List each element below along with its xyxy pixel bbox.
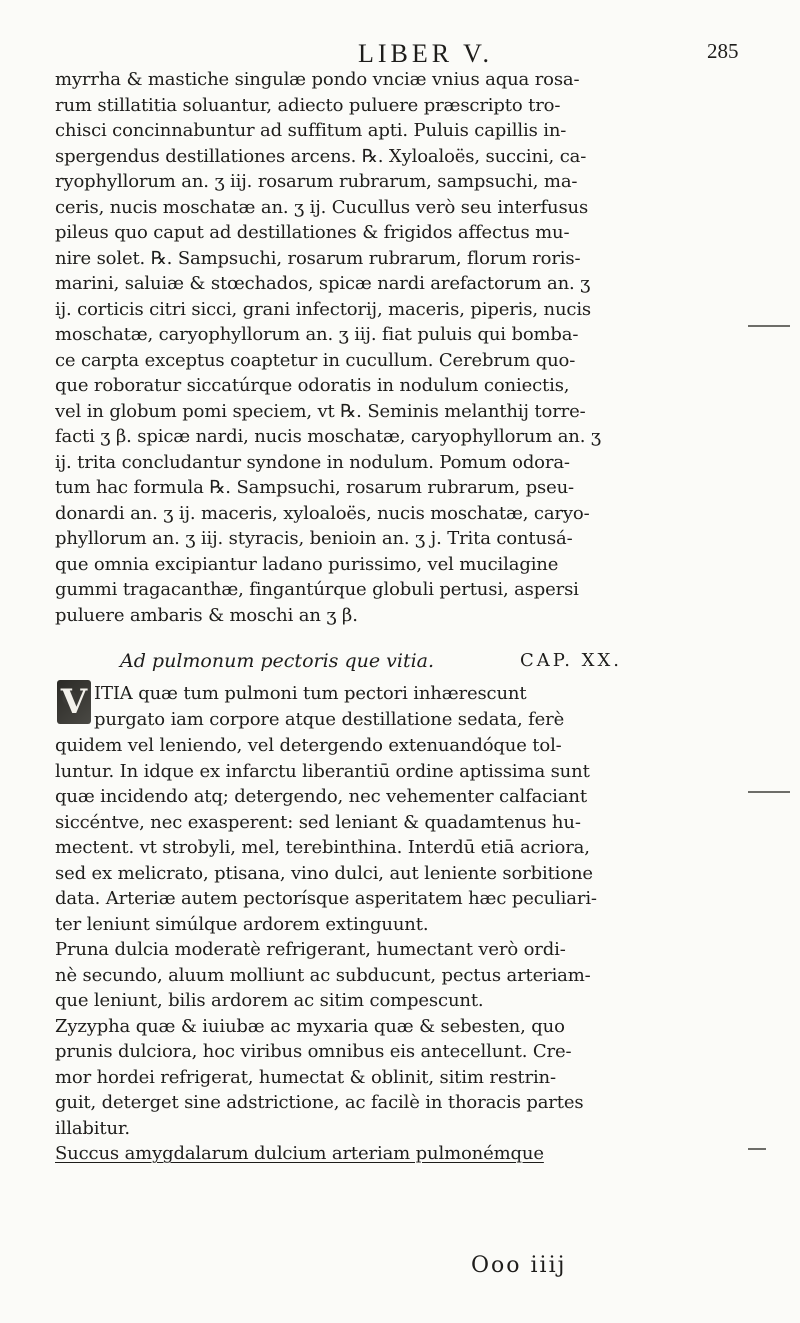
- text-line: ce carpta exceptus coaptetur in cucullum. Cerebrum quo-: [55, 349, 576, 371]
- text-line: data. Arteriæ autem pectorísque asperitatem hæc peculiari-: [55, 888, 597, 909]
- margin-mark: [748, 1148, 766, 1150]
- text-line: marini, saluiæ & stœchados, spicæ nardi arefactorum an. ʒ: [55, 273, 591, 294]
- text-block-top: [55, 67, 749, 628]
- text-line: ij. corticis citri sicci, grani infectorij, maceris, piperis, nucis: [55, 298, 592, 320]
- text-line: ter leniunt simúlque ardorem extinguunt.: [55, 913, 429, 935]
- chapter-label: CAP. XX.: [520, 650, 623, 671]
- margin-mark: [748, 325, 790, 327]
- signature-mark: Ooo iiij: [471, 1253, 567, 1278]
- text-line: gummi tragacanthæ, fingantúrque globuli pertusi, aspersi: [55, 579, 579, 600]
- text-block-initial: [94, 681, 749, 732]
- chapter-heading: [120, 650, 680, 680]
- text-line: donardi an. ʒ ij. maceris, xyloaloës, nucis moschatæ, caryo-: [55, 502, 590, 524]
- text-line: Succus amygdalarum dulcium arteriam pulmonémque: [55, 1143, 544, 1164]
- text-line: nè secundo, aluum molliunt ac subducunt, pectus arteriam-: [55, 964, 591, 986]
- text-line: chisci concinnabuntur ad suffitum apti. Puluis capillis in-: [55, 120, 567, 141]
- text-line: que leniunt, bilis ardorem ac sitim compescunt.: [55, 990, 484, 1011]
- text-line: rum stillatitia soluantur, adiecto puluere præscripto tro-: [55, 94, 561, 116]
- text-line: illabitur.: [55, 1117, 130, 1139]
- text-line: moschatæ, caryophyllorum an. ʒ iij. fiat puluis qui bomba-: [55, 324, 579, 345]
- text-line: que roboratur siccatúrque odoratis in nodulum coniectis,: [55, 375, 570, 396]
- text-line: ij. trita concludantur syndone in nodulum. Pomum odora-: [55, 451, 570, 473]
- text-line: ceris, nucis moschatæ an. ʒ ij. Cucullus verò seu interfusus: [55, 196, 589, 218]
- text-line: phyllorum an. ʒ iij. styracis, benioin an. ʒ j. Trita contusá-: [55, 528, 573, 549]
- chapter-title: Ad pulmonum pectoris que vitia.: [120, 650, 435, 672]
- text-line: facti ʒ β. spicæ nardi, nucis moschatæ, caryophyllorum an. ʒ: [55, 426, 601, 447]
- text-line: mor hordei refrigerat, humectat & oblinit, sitim restrin-: [55, 1066, 556, 1088]
- text-line: Pruna dulcia moderatè refrigerant, humectant verò ordi-: [55, 939, 566, 960]
- text-line: vel in globum pomi speciem, vt ℞. Seminis melanthij torre-: [55, 400, 586, 422]
- book-title: LIBER V.: [358, 39, 494, 68]
- text-line: luntur. In idque ex infarctu liberantiū ordine aptissima sunt: [55, 760, 590, 782]
- text-line: que omnia excipiantur ladano purissimo, vel mucilagine: [55, 553, 559, 575]
- text-line: pileus quo caput ad destillationes & frigidos affectus mu-: [55, 222, 570, 243]
- text-line: myrrha & mastiche singulæ pondo vnciæ vnius aqua rosa-: [55, 69, 580, 90]
- text-line: tum hac formula ℞. Sampsuchi, rosarum rubrarum, pseu-: [55, 477, 574, 498]
- text-line: puluere ambaris & moschi an ʒ β.: [55, 604, 358, 626]
- text-line: purgato iam corpore atque destillatione sedata, ferè: [94, 708, 565, 730]
- text-line: siccéntve, nec exasperent: sed leniant & quadamtenus hu-: [55, 811, 581, 833]
- text-line: ryophyllorum an. ʒ iij. rosarum rubrarum, sampsuchi, ma-: [55, 171, 578, 192]
- text-line: mectent. vt strobyli, mel, terebinthina. Interdū etiā acriora,: [55, 837, 590, 858]
- text-line: quæ incidendo atq; detergendo, nec vehementer calfaciant: [55, 786, 587, 807]
- margin-mark: [748, 791, 790, 793]
- page-number: 285: [707, 39, 739, 63]
- text-line: guit, deterget sine adstrictione, ac facilè in thoracis partes: [55, 1092, 584, 1113]
- text-line: nire solet. ℞. Sampsuchi, rosarum rubrarum, florum roris-: [55, 247, 581, 269]
- decorative-initial: V: [57, 680, 91, 724]
- text-line: Zyzypha quæ & iuiubæ ac myxaria quæ & sebesten, quo: [55, 1015, 565, 1037]
- text-line: sed ex melicrato, ptisana, vino dulci, aut leniente sorbitione: [55, 862, 593, 884]
- text-line: prunis dulciora, hoc viribus omnibus eis antecellunt. Cre-: [55, 1041, 572, 1062]
- text-line: quidem vel leniendo, vel detergendo extenuandóque tol-: [55, 735, 562, 756]
- text-block-bottom: [55, 733, 749, 1167]
- text-line: spergendus destillationes arcens. ℞. Xyloaloës, succini, ca-: [55, 145, 587, 167]
- text-line: ITIA quæ tum pulmoni tum pectori inhærescunt: [94, 683, 527, 704]
